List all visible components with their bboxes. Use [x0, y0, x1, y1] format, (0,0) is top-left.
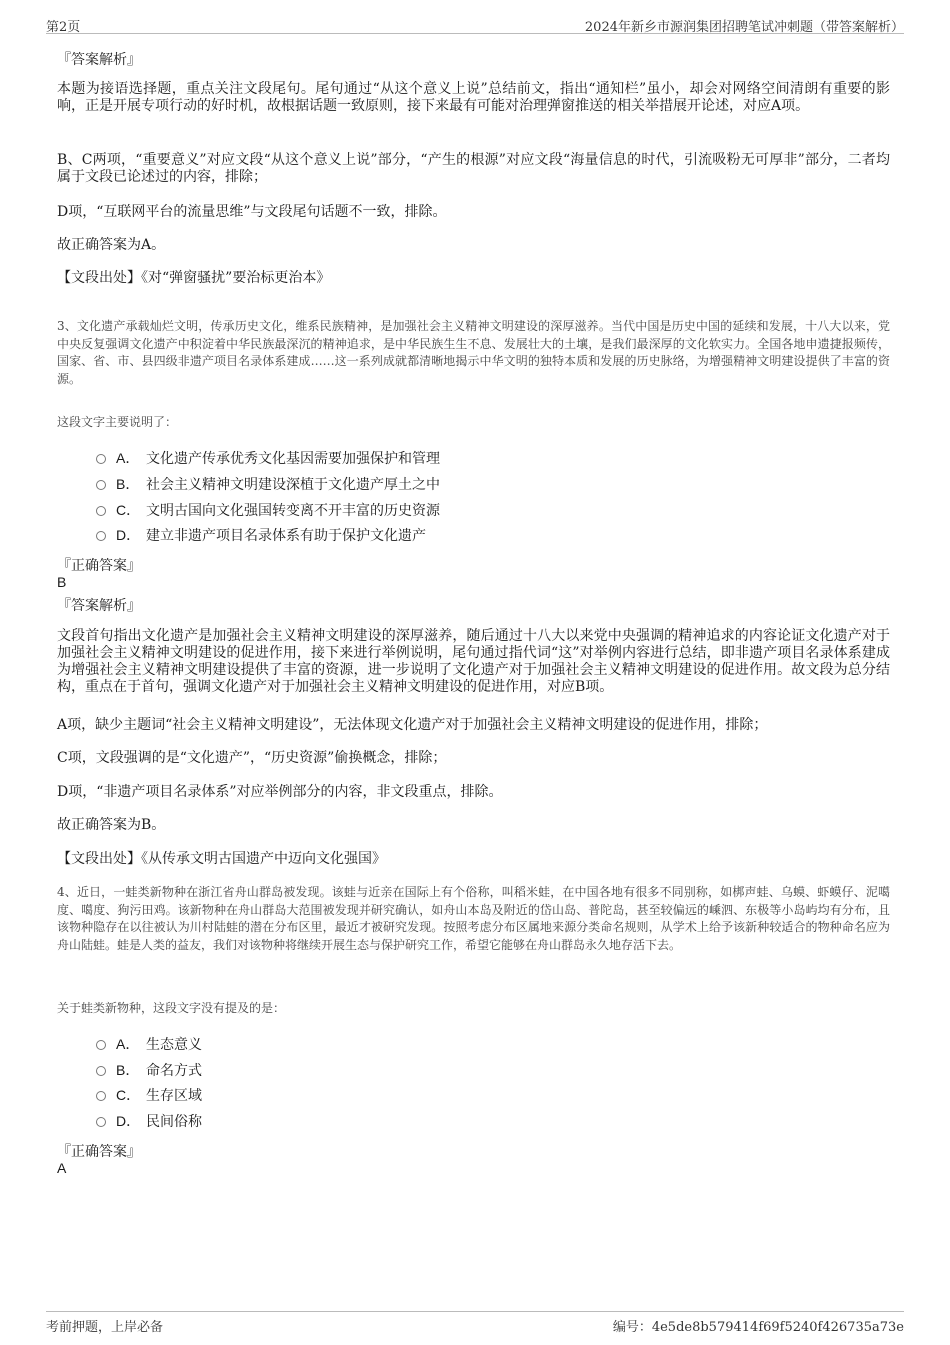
- option-d[interactable]: D． 建立非遗产项目名录体系有助于保护文化遗产: [96, 525, 426, 545]
- question-prompt: 这段文字主要说明了：: [57, 415, 178, 429]
- radio-button[interactable]: [96, 480, 106, 490]
- radio-button[interactable]: [96, 1117, 106, 1127]
- radio-button[interactable]: [96, 531, 106, 541]
- analysis-paragraph: 本题为接语选择题，重点关注文段尾句。尾句通过“从这个意义上说”总结前文，指出“通知栏”虽小，却会对网络空间清朗有重要的影响，正是开展专项行动的好时机，故根据话题一致原则，接下来最有可能对治理弹窗推送的相关举措展开论述，对应A项。: [57, 81, 890, 114]
- analysis-paragraph: D项，“非遗产项目名录体系”对应举例部分的内容，非文段重点，排除。: [57, 784, 503, 800]
- correct-answer: A: [57, 1160, 67, 1176]
- question-prompt: 关于蛙类新物种，这段文字没有提及的是：: [57, 1001, 286, 1015]
- footer-slogan: 考前押题，上岸必备: [46, 1320, 164, 1335]
- option-a[interactable]: A． 生态意义: [96, 1034, 202, 1054]
- page-header: [46, 14, 904, 34]
- analysis-label: 『答案解析』: [57, 52, 141, 68]
- analysis-paragraph: C项，文段强调的是“文化遗产”，“历史资源”偷换概念，排除；: [57, 750, 447, 766]
- option-c[interactable]: C． 生存区域: [96, 1085, 202, 1105]
- page-number: 第2页: [46, 20, 81, 35]
- correct-answer-label: 『正确答案』: [57, 558, 141, 574]
- question-stem: 4、近日，一蛙类新物种在浙江省舟山群岛被发现。该蛙与近亲在国际上有个俗称，叫稻米蛙，在中国各地有很多不同别称，如梆声蛙、乌蟆、虾蟆仔、泥噶度、噶度、狗污田鸡。该新物种在舟山群岛大范围被发现并研究确认，如舟山本岛及附近的岱山岛、普陀岛，甚至较偏远的嵊泗、东极等小岛屿均有分布，且该物种隐存在以往被认为川村陆蛙的潜在分布区里，最近才被研究发现。按照考虑分布区属地来源分类命名规则，从学术上给予该新种较适合的物种命名应为舟山陆蛙。蛙是人类的益友，我们对该物种将继续开展生态与保护研究工作，希望它能够在舟山群岛永久地存活下去。: [57, 885, 890, 952]
- analysis-paragraph: B、C两项，“重要意义”对应文段“从这个意义上说”部分，“产生的根源”对应文段“海量信息的时代，引流吸粉无可厚非”部分，二者均属于文段已论述过的内容，排除；: [57, 152, 890, 185]
- source-citation: 【文段出处】《从传承文明古国遗产中迈向文化强国》: [57, 851, 386, 867]
- final-answer-text: 故正确答案为A。: [57, 237, 166, 253]
- correct-answer: B: [57, 574, 67, 590]
- final-answer-text: 故正确答案为B。: [57, 817, 166, 833]
- analysis-paragraph: A项，缺少主题词“社会主义精神文明建设”，无法体现文化遗产对于加强社会主义精神文明建设的促进作用，排除；: [57, 717, 768, 733]
- source-citation: 【文段出处】《对“弹窗骚扰”要治标更治本》: [57, 270, 331, 286]
- correct-answer-label: 『正确答案』: [57, 1144, 141, 1160]
- question-stem: 3、文化遗产承载灿烂文明，传承历史文化，维系民族精神，是加强社会主义精神文明建设的深厚滋养。当代中国是历史中国的延续和发展，十八大以来，党中央反复强调文化遗产中积淀着中华民族最深沉的精神追求，是中华民族生生不息、发展壮大的土壤，是我们最深厚的文化软实力。全国各地申遗捷报频传，国家、省、市、县四级非遗产项目名录体系建成……这一系列成就都清晰地揭示中华文明的独特本质和发展的历史脉络，为增强精神文明建设提供了丰富的资源。: [57, 319, 890, 386]
- radio-button[interactable]: [96, 1091, 106, 1101]
- option-b[interactable]: B． 命名方式: [96, 1060, 202, 1080]
- option-c[interactable]: C． 文明古国向文化强国转变离不开丰富的历史资源: [96, 500, 440, 520]
- document-title: 2024年新乡市源润集团招聘笔试冲刺题（带答案解析）: [584, 20, 904, 35]
- analysis-paragraph: D项，“互联网平台的流量思维”与文段尾句话题不一致，排除。: [57, 204, 447, 220]
- analysis-paragraph: 文段首句指出文化遗产是加强社会主义精神文明建设的深厚滋养，随后通过十八大以来党中央强调的精神追求的内容论证文化遗产对于加强社会主义精神文明建设的促进作用，接下来进行举例说明，尾句通过指代词“这”对举例内容进行总结，即非遗产项目名录体系建成为增强社会主义精神文明建设提供了丰富的资源，进一步说明了文化遗产对于加强社会主义精神文明建设的促进作用。故文段为总分结构，重点在于首句，强调文化遗产对于加强社会主义精神文明建设的促进作用，对应B项。: [57, 628, 890, 695]
- document-code: 编号：4e5de8b579414f69f5240f426735a73e: [612, 1320, 904, 1335]
- analysis-label: 『答案解析』: [57, 598, 141, 614]
- radio-button[interactable]: [96, 1066, 106, 1076]
- radio-button[interactable]: [96, 454, 106, 464]
- page-footer: [46, 1311, 904, 1333]
- radio-button[interactable]: [96, 506, 106, 516]
- option-a[interactable]: A． 文化遗产传承优秀文化基因需要加强保护和管理: [96, 448, 440, 468]
- option-b[interactable]: B． 社会主义精神文明建设深植于文化遗产厚土之中: [96, 474, 440, 494]
- radio-button[interactable]: [96, 1040, 106, 1050]
- option-d[interactable]: D． 民间俗称: [96, 1111, 202, 1131]
